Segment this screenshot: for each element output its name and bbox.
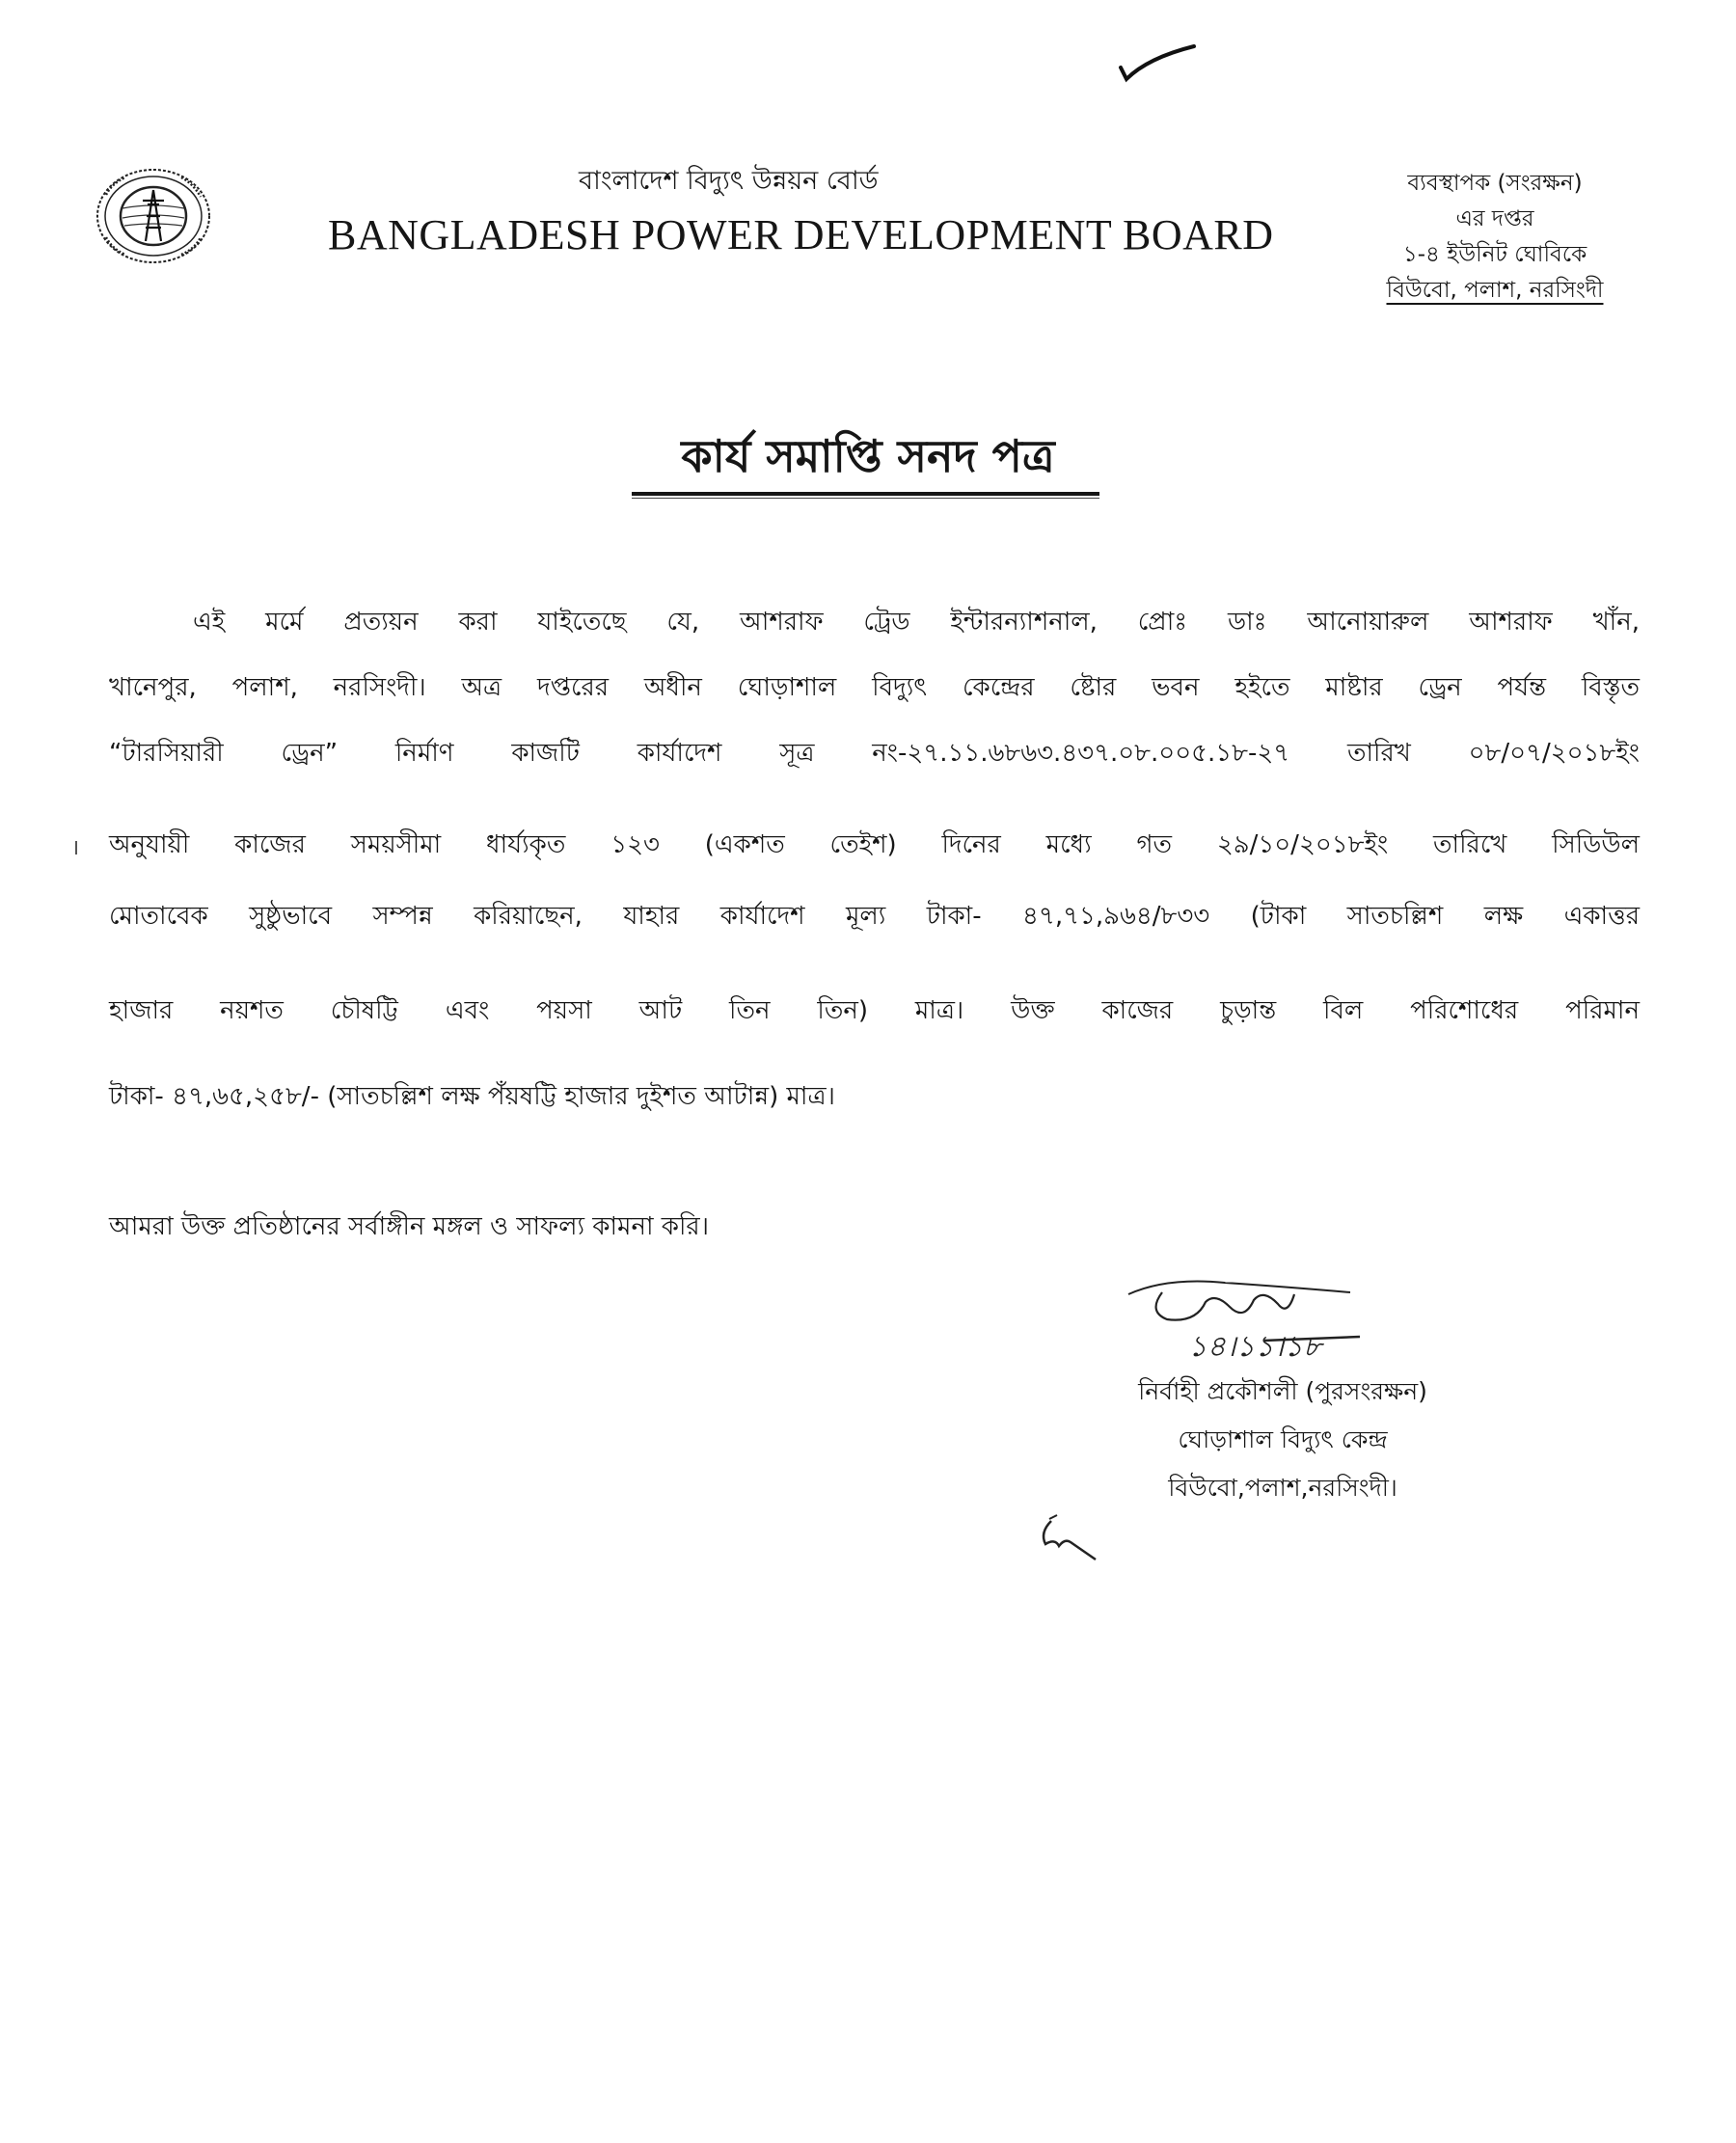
- body-line-2: খানেপুর, পলাশ, নরসিংদী। অত্র দপ্তরের অধীন ঘোড়াশাল বিদ্যুৎ কেন্দ্রের ষ্টোর ভবন হইতে মাষ্টার ড্রেন পর্যন্ত বিস্তৃত: [109, 673, 1640, 702]
- body-line-4: অনুযায়ী কাজের সময়সীমা ধার্য্যকৃত ১২৩ (একশত তেইশ) দিনের মধ্যে গত ২৯/১০/২০১৮ইং তারিখে সিডিউল: [109, 830, 1640, 859]
- org-name-english: BANGLADESH POWER DEVELOPMENT BOARD: [328, 211, 1274, 258]
- bpdb-emblem-icon: [93, 166, 214, 266]
- signatory-station: ঘোড়াশাল বিদ্যুৎ কেন্দ্র: [1178, 1425, 1388, 1453]
- body-line-6: হাজার নয়শত চৌষট্টি এবং পয়সা আট তিন তিন) মাত্র। উক্ত কাজের চুড়ান্ত বিল পরিশোধের পরিমান: [109, 996, 1640, 1025]
- document-title: কার্য সমাপ্তি সনদ পত্র: [681, 430, 1055, 482]
- signature-date: ১৪।১১।১৮: [1188, 1330, 1322, 1364]
- office-line-designation: ব্যবস্থাপক (সংরক্ষন): [1407, 171, 1583, 196]
- body-line-7: টাকা- ৪৭,৬৫,২৫৮/- (সাতচল্লিশ লক্ষ পঁয়ষট্টি হাজার দুইশত আটান্ন) মাত্র।: [109, 1082, 835, 1111]
- body-line-3: “টারসিয়ারী ড্রেন” নির্মাণ কাজটি কার্যাদেশ সূত্র নং-২৭.১১.৬৮৬৩.৪৩৭.০৮.০০৫.১৮-২৭ তারিখ ০৮/০৭/২০১৮ইং: [109, 739, 1640, 768]
- checkmark-icon: [1109, 39, 1206, 87]
- body-line-1: এই মর্মে প্রত্যয়ন করা যাইতেছে যে, আশরাফ ট্রেড ইন্টারন্যাশনাল, প্রোঃ ডাঃ আনোয়ারুল আশরাফ খাঁন,: [193, 608, 1640, 637]
- office-line-unit: ১-৪ ইউনিট ঘোবিকে: [1402, 242, 1587, 267]
- signatory-location: বিউবো,পলাশ,নরসিংদী।: [1168, 1474, 1397, 1502]
- office-line-location: বিউবো, পলাশ, নরসিংদী: [1386, 278, 1604, 303]
- margin-mark-icon: [75, 841, 85, 854]
- office-address-block: [1312, 166, 1678, 309]
- office-line-office: এর দপ্তর: [1455, 206, 1534, 231]
- handwritten-initial-icon: [1032, 1509, 1109, 1562]
- closing-wish: আমরা উক্ত প্রতিষ্ঠানের সর্বাঙ্গীন মঙ্গল ও সাফল্য কামনা করি।: [109, 1212, 709, 1241]
- body-line-5: মোতাবেক সুষ্ঠুভাবে সম্পন্ন করিয়াছেন, যাহার কার্যাদেশ মূল্য টাকা- ৪৭,৭১,৯৬৪/৮৩৩ (টাকা সাতচল্লিশ লক্ষ একাত্তর: [109, 902, 1640, 931]
- org-name-bengali: বাংলাদেশ বিদ্যুৎ উন্নয়ন বোর্ড: [579, 166, 879, 196]
- title-underline-secondary: [632, 498, 1099, 499]
- signatory-designation: নির্বাহী প্রকৌশলী (পুরসংরক্ষন): [1138, 1377, 1427, 1405]
- signatory-block: [1051, 1368, 1514, 1512]
- title-underline: [632, 492, 1099, 496]
